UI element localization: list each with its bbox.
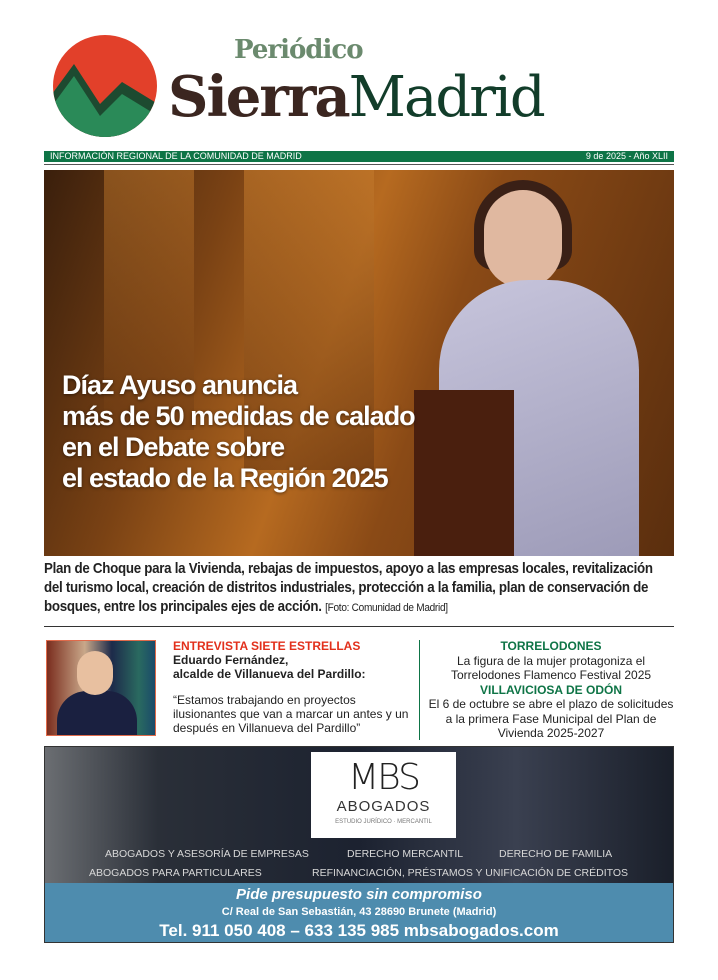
ad-logo-letters: MBS — [348, 757, 419, 798]
masthead-name — [168, 66, 544, 129]
ad-contact[interactable]: Tel. 911 050 408 – 633 135 985 mbsabogados.com — [159, 921, 559, 940]
ad-service: REFINANCIACIÓN, PRÉSTAMOS Y UNIFICACIÓN DE CRÉDITOS — [312, 867, 629, 879]
masthead-title — [168, 36, 668, 132]
interview-name: Eduardo Fernández, — [173, 653, 289, 667]
ad-address: C/ Real de San Sebastián, 43 28690 Brunete (Madrid) — [221, 906, 497, 918]
ad-service: DERECHO DE FAMILIA — [499, 848, 613, 860]
column-divider — [419, 640, 420, 740]
summary-text: Plan de Choque para la Vivienda, rebajas de impuestos, apoyo a las empresas locales, revitalización del turismo local, creación de distritos industriales, protección a la familia, plan de conservación de bosques, entre los principales ejes de acción. — [44, 561, 653, 615]
interview-section: ENTREVISTA SIETE ESTRELLAS — [173, 639, 361, 653]
interview-photo — [46, 640, 156, 736]
interview-quote: “Estamos trabajando en proyectos ilusionantes que van a marcar un antes y un después en Villanueva del Pardillo” — [173, 693, 409, 735]
interview-role: alcalde de Villanueva del Pardillo: — [173, 667, 366, 681]
masthead-name-madrid: Madrid — [348, 65, 544, 130]
masthead-name-sierra: Sierra — [168, 64, 349, 130]
lead-photo — [44, 170, 674, 556]
headline-line: el estado de la Región 2025 — [62, 463, 388, 493]
advertisement[interactable] — [44, 746, 674, 943]
interview-teaser[interactable] — [173, 639, 409, 735]
lead-headline[interactable] — [62, 370, 415, 494]
issue-date: 9 de 2025 - Año XLII — [585, 151, 668, 161]
masthead-logo-icon — [52, 34, 158, 138]
info-bar-tagline: INFORMACIÓN REGIONAL DE LA COMUNIDAD DE MADRID — [50, 151, 302, 161]
divider — [44, 626, 674, 627]
ad-logo — [311, 752, 456, 838]
info-bar — [44, 151, 674, 162]
headline-line: Díaz Ayuso anuncia — [62, 370, 298, 400]
brief-text[interactable]: La figura de la mujer protagoniza el Torrelodones Flamenco Festival 2025 — [450, 653, 652, 682]
ad-service: DERECHO MERCANTIL — [347, 848, 464, 860]
ad-logo-tagline: ESTUDIO JURÍDICO · MERCANTIL — [335, 819, 432, 825]
lead-summary — [44, 560, 674, 618]
ad-logo-word: ABOGADOS — [336, 798, 431, 815]
ad-service: ABOGADOS PARA PARTICULARES — [89, 867, 262, 879]
brief-town: TORRELODONES — [500, 639, 602, 653]
divider — [44, 164, 674, 165]
photo-credit: [Foto: Comunidad de Madrid] — [325, 602, 448, 614]
headline-line: en el Debate sobre — [62, 432, 285, 462]
ad-service: ABOGADOS Y ASESORÍA DE EMPRESAS — [105, 848, 309, 860]
brief-town: VILLAVICIOSA DE ODÓN — [479, 682, 622, 697]
brief-text[interactable]: El 6 de octubre se abre el plazo de solicitudes a la primera Fase Municipal del Plan de Vivienda 2025-2027 — [428, 697, 674, 740]
headline-line: más de 50 medidas de calado — [62, 401, 415, 431]
ad-cta: Pide presupuesto sin compromiso — [236, 886, 482, 903]
masthead-kicker: Periódico — [234, 35, 363, 65]
news-briefs — [428, 639, 674, 741]
